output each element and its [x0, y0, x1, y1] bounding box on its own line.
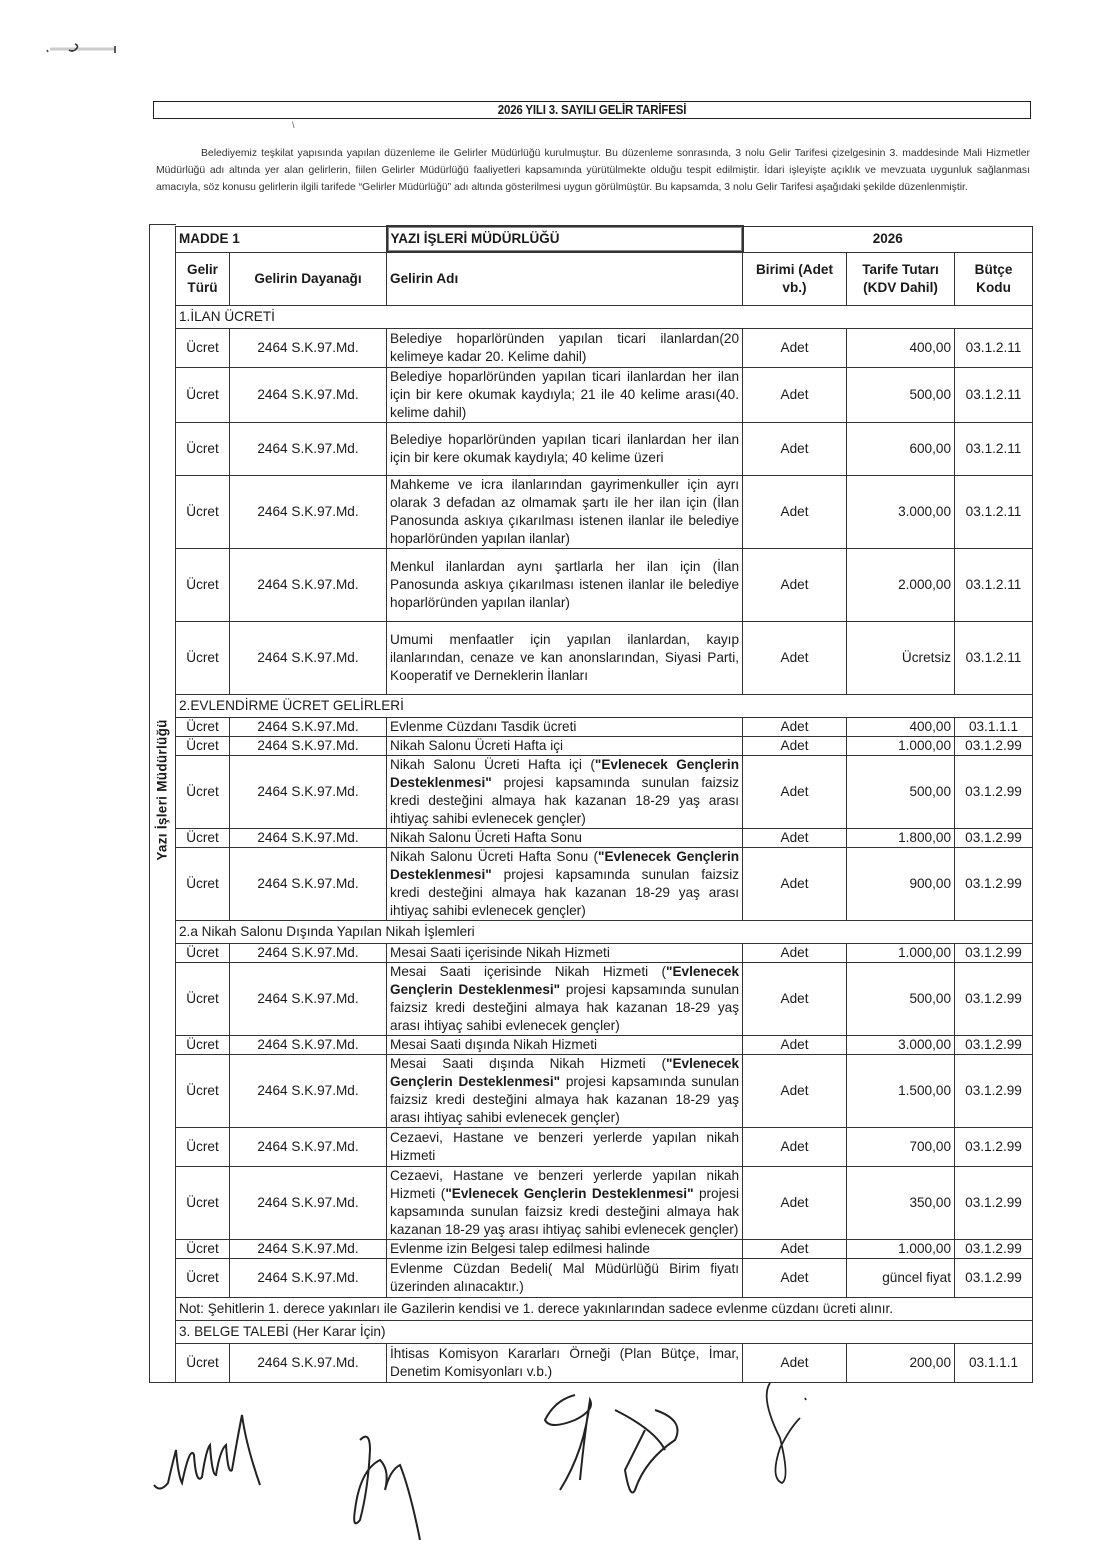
income-type: Ücret — [176, 737, 230, 756]
income-type: Ücret — [176, 1167, 230, 1240]
document-title-box — [153, 101, 1031, 119]
tariff-amount: 1.500,00 — [847, 1055, 955, 1128]
table-row — [176, 1055, 1033, 1128]
income-name: Evlenme izin Belgesi talep edilmesi halinde — [387, 1240, 743, 1259]
table-row — [176, 718, 1033, 737]
table-row — [176, 756, 1033, 829]
side-label-text: Yazı İşleri Müdürlüğü — [154, 719, 170, 861]
table-row — [176, 737, 1033, 756]
unit: Adet — [743, 944, 847, 963]
income-name — [387, 848, 743, 921]
table-row — [176, 1259, 1033, 1298]
header-type: Gelir Türü — [176, 252, 230, 306]
unit: Adet — [743, 622, 847, 695]
unit: Adet — [743, 848, 847, 921]
unit: Adet — [743, 1240, 847, 1259]
income-name-part: Mesai Saati içerisinde Nikah Hizmeti ( — [390, 964, 667, 979]
unit: Adet — [743, 963, 847, 1036]
table-row — [176, 1036, 1033, 1055]
budget-code: 03.1.2.99 — [955, 1128, 1033, 1167]
income-type: Ücret — [176, 1036, 230, 1055]
income-type: Ücret — [176, 622, 230, 695]
income-name: Mesai Saati içerisinde Nikah Hizmeti — [387, 944, 743, 963]
tariff-amount: 900,00 — [847, 848, 955, 921]
income-name-part: projesi kapsamında sunulan faizsiz kredi desteğini almaya hak kazanan 18-29 yaş arası ihtiyaç sahibi evlenecek gençler) — [390, 775, 740, 826]
income-name: Belediye hoparlöründen yapılan ticari ilanlardan(20 kelimeye kadar 20. Kelime dahil) — [387, 329, 743, 368]
tariff-amount: 1.000,00 — [847, 944, 955, 963]
tariff-amount: 2.000,00 — [847, 549, 955, 622]
side-department-label — [150, 700, 174, 880]
section-title: 1.İLAN ÜCRETİ — [176, 306, 1033, 329]
unit: Adet — [743, 756, 847, 829]
tariff-amount: 700,00 — [847, 1128, 955, 1167]
legal-basis: 2464 S.K.97.Md. — [230, 848, 387, 921]
section-title: 2.a Nikah Salonu Dışında Yapılan Nikah İşlemleri — [176, 921, 1033, 944]
project-name-bold: "Evlenecek Gençlerin Desteklenmesi" — [390, 964, 740, 997]
section-header — [176, 921, 1033, 944]
income-name: Nikah Salonu Ücreti Hafta içi — [387, 737, 743, 756]
madde-header-row — [176, 226, 1033, 252]
income-type: Ücret — [176, 549, 230, 622]
table-row — [176, 1167, 1033, 1240]
income-type: Ücret — [176, 476, 230, 549]
budget-code: 03.1.2.99 — [955, 848, 1033, 921]
unit: Adet — [743, 1128, 847, 1167]
legal-basis: 2464 S.K.97.Md. — [230, 756, 387, 829]
income-type: Ücret — [176, 756, 230, 829]
income-type: Ücret — [176, 1344, 230, 1383]
income-name-part: projesi kapsamında sunulan faizsiz kredi desteğini almaya hak kazanan 18-29 yaş arası ihtiyaç sahibi evlenecek gençler) — [390, 1074, 740, 1125]
year-header: 2026 — [743, 226, 1033, 252]
legal-basis: 2464 S.K.97.Md. — [230, 737, 387, 756]
income-name — [387, 963, 743, 1036]
budget-code: 03.1.2.99 — [955, 737, 1033, 756]
budget-code: 03.1.2.11 — [955, 622, 1033, 695]
section-header — [176, 306, 1033, 329]
tariff-amount: 350,00 — [847, 1167, 955, 1240]
signature-1 — [150, 1405, 300, 1500]
unit: Adet — [743, 1259, 847, 1298]
table-row — [176, 622, 1033, 695]
project-name-bold: "Evlenecek Gençlerin Desteklenmesi" — [390, 849, 740, 882]
income-name: Umumi menfaatler için yapılan ilanlardan, kayıp ilanlarından, cenaze ve kan anonslarından, Siyasi Parti, Kooperatif ve Derneklerin İlanları — [387, 622, 743, 695]
legal-basis: 2464 S.K.97.Md. — [230, 1259, 387, 1298]
legal-basis: 2464 S.K.97.Md. — [230, 718, 387, 737]
table-row — [176, 476, 1033, 549]
table-row — [176, 848, 1033, 921]
tariff-amount: 3.000,00 — [847, 1036, 955, 1055]
tariff-amount: 600,00 — [847, 423, 955, 476]
unit: Adet — [743, 476, 847, 549]
header-unit: Birimi (Adet vb.) — [743, 252, 847, 306]
income-type: Ücret — [176, 848, 230, 921]
unit: Adet — [743, 1036, 847, 1055]
legal-basis: 2464 S.K.97.Md. — [230, 368, 387, 423]
section-title: 2.EVLENDİRME ÜCRET GELİRLERİ — [176, 695, 1033, 718]
income-name-part: Nikah Salonu Ücreti Hafta Sonu ( — [390, 849, 599, 864]
table-row — [176, 963, 1033, 1036]
legal-basis: 2464 S.K.97.Md. — [230, 476, 387, 549]
income-type: Ücret — [176, 1128, 230, 1167]
income-name-part: Nikah Salonu Ücreti Hafta içi ( — [390, 757, 595, 772]
income-name — [387, 1055, 743, 1128]
table-row — [176, 1128, 1033, 1167]
signature-2 — [340, 1430, 430, 1540]
income-type: Ücret — [176, 368, 230, 423]
budget-code: 03.1.2.11 — [955, 329, 1033, 368]
unit: Adet — [743, 829, 847, 848]
tariff-amount: 500,00 — [847, 756, 955, 829]
income-name: Belediye hoparlöründen yapılan ticari ilanlardan her ilan için bir kere okumak kaydıyla; 40 kelime üzeri — [387, 423, 743, 476]
tariff-amount: 200,00 — [847, 1344, 955, 1383]
income-type: Ücret — [176, 329, 230, 368]
tariff-amount: 1.000,00 — [847, 737, 955, 756]
budget-code: 03.1.2.99 — [955, 944, 1033, 963]
tariff-amount: 400,00 — [847, 718, 955, 737]
budget-code: 03.1.2.99 — [955, 1055, 1033, 1128]
table-row — [176, 829, 1033, 848]
unit: Adet — [743, 549, 847, 622]
budget-code: 03.1.2.11 — [955, 368, 1033, 423]
tariff-table — [175, 225, 1033, 1383]
legal-basis: 2464 S.K.97.Md. — [230, 622, 387, 695]
project-name-bold: "Evlenecek Gençlerin Desteklenmesi" — [390, 757, 740, 790]
tariff-amount: güncel fiyat — [847, 1259, 955, 1298]
section-header — [176, 695, 1033, 718]
scan-artifact — [45, 40, 120, 54]
income-type: Ücret — [176, 1259, 230, 1298]
income-name: Mesai Saati dışında Nikah Hizmeti — [387, 1036, 743, 1055]
budget-code: 03.1.2.99 — [955, 1036, 1033, 1055]
budget-code: 03.1.2.99 — [955, 756, 1033, 829]
department-name: YAZI İŞLERİ MÜDÜRLÜĞÜ — [387, 226, 743, 252]
income-type: Ücret — [176, 829, 230, 848]
header-code: Bütçe Kodu — [955, 252, 1033, 306]
tariff-amount: 500,00 — [847, 368, 955, 423]
header-amount: Tarife Tutarı (KDV Dahil) — [847, 252, 955, 306]
tariff-amount: Ücretsiz — [847, 622, 955, 695]
unit: Adet — [743, 1055, 847, 1128]
table-row — [176, 549, 1033, 622]
unit: Adet — [743, 1344, 847, 1383]
legal-basis: 2464 S.K.97.Md. — [230, 963, 387, 1036]
madde-label: MADDE 1 — [176, 226, 387, 252]
legal-basis: 2464 S.K.97.Md. — [230, 829, 387, 848]
unit: Adet — [743, 718, 847, 737]
tariff-amount: 500,00 — [847, 963, 955, 1036]
income-name: Evlenme Cüzdanı Tasdik ücreti — [387, 718, 743, 737]
income-type: Ücret — [176, 1055, 230, 1128]
project-name-bold: "Evlenecek Gençlerin Desteklenmesi" — [445, 1186, 694, 1201]
header-basis: Gelirin Dayanağı — [230, 252, 387, 306]
income-name-part: projesi kapsamında sunulan faizsiz kredi desteğini almaya hak kazanan 18-29 yaş arası ihtiyaç sahibi evlenecek gençler) — [390, 1186, 740, 1237]
signature-3 — [535, 1390, 695, 1500]
income-name: Mahkeme ve icra ilanlarından gayrimenkuller için ayrı olarak 3 defadan az olmamak şartı ile her ilan için (İlan Panosunda askıya çıkarılması istenen ilanlar ile belediye hoparlöründen yapılan ilanlar) — [387, 476, 743, 549]
income-type: Ücret — [176, 1240, 230, 1259]
unit: Adet — [743, 329, 847, 368]
income-name: İhtisas Komisyon Kararları Örneği (Plan Bütçe, İmar, Denetim Komisyonları v.b.) — [387, 1344, 743, 1383]
tick-mark: \ — [292, 120, 295, 130]
income-name: Nikah Salonu Ücreti Hafta Sonu — [387, 829, 743, 848]
document-title: 2026 YILI 3. SAYILI GELİR TARİFESİ — [497, 103, 687, 117]
project-name-bold: "Evlenecek Gençlerin Desteklenmesi" — [390, 1056, 740, 1089]
unit: Adet — [743, 1167, 847, 1240]
income-name: Menkul ilanlardan aynı şartlarla her ilan için (İlan Panosunda askıya çıkarılması istenen ilanlar ile belediye hoparlöründen yapılan ilanlar) — [387, 549, 743, 622]
column-header-row — [176, 252, 1033, 306]
income-name-part: projesi kapsamında sunulan faizsiz kredi desteğini almaya hak kazanan 18-29 yaş arası ihtiyaç sahibi evlenecek gençler) — [390, 867, 740, 918]
intro-text: Belediyemiz teşkilat yapısında yapılan düzenleme ile Gelirler Müdürlüğü kurulmuştur. Bu düzenleme sonrasında, 3 nolu Gelir Tarifesi çizelgesinin 3. maddesinde Mali Hizmetler Müdürlüğü adı altında yer alan gelirlerin, fiilen Gelirler Müdürlüğü faaliyetleri kapsamında yürütülmekte olduğu tespit edilmiştir. İdari işleyişte açıklık ve mevzuata uygunluk sağlanması amacıyla, söz konusu gelirlerin ilgili tarifede “Gelirler Müdürlüğü” adı altında gösterilmesi uygun görülmüştür. Bu kapsamda, 3 nolu Gelir Tarifesi aşağıdaki şekilde düzenlenmiştir. — [156, 148, 1030, 194]
income-name: Belediye hoparlöründen yapılan ticari ilanlardan her ilan için bir kere okumak kaydıyla; 21 ile 40 kelime arası(40. kelime dahil) — [387, 368, 743, 423]
legal-basis: 2464 S.K.97.Md. — [230, 1128, 387, 1167]
table-row — [176, 1240, 1033, 1259]
tariff-amount: 3.000,00 — [847, 476, 955, 549]
tariff-amount: 1.800,00 — [847, 829, 955, 848]
legal-basis: 2464 S.K.97.Md. — [230, 329, 387, 368]
legal-basis: 2464 S.K.97.Md. — [230, 1240, 387, 1259]
section-header — [176, 1321, 1033, 1344]
tariff-amount: 1.000,00 — [847, 1240, 955, 1259]
header-name: Gelirin Adı — [387, 252, 743, 306]
intro-paragraph — [156, 145, 1030, 197]
income-name: Evlenme Cüzdan Bedeli( Mal Müdürlüğü Birim fiyatı üzerinden alınacaktır.) — [387, 1259, 743, 1298]
budget-code: 03.1.2.99 — [955, 963, 1033, 1036]
budget-code: 03.1.2.99 — [955, 1167, 1033, 1240]
income-type: Ücret — [176, 944, 230, 963]
income-name-part: Cezaevi, Hastane ve benzeri yerlerde yapılan nikah Hizmeti ( — [390, 1168, 740, 1201]
table-row — [176, 944, 1033, 963]
income-type: Ücret — [176, 963, 230, 1036]
note-text: Not: Şehitlerin 1. derece yakınları ile Gazilerin kendisi ve 1. derece yakınlarından sadece evlenme cüzdanı ücreti alınır. — [176, 1298, 1033, 1321]
unit: Adet — [743, 423, 847, 476]
table-row — [176, 1344, 1033, 1383]
section-title: 3. BELGE TALEBİ (Her Karar İçin) — [176, 1321, 1033, 1344]
legal-basis: 2464 S.K.97.Md. — [230, 1036, 387, 1055]
legal-basis: 2464 S.K.97.Md. — [230, 1344, 387, 1383]
income-name-part: Mesai Saati dışında Nikah Hizmeti ( — [390, 1056, 667, 1071]
budget-code: 03.1.2.11 — [955, 549, 1033, 622]
table-row — [176, 368, 1033, 423]
unit: Adet — [743, 737, 847, 756]
signature-4 — [760, 1378, 820, 1488]
budget-code: 03.1.1.1 — [955, 718, 1033, 737]
table-row — [176, 329, 1033, 368]
tariff-amount: 400,00 — [847, 329, 955, 368]
legal-basis: 2464 S.K.97.Md. — [230, 1055, 387, 1128]
budget-code: 03.1.1.1 — [955, 1344, 1033, 1383]
legal-basis: 2464 S.K.97.Md. — [230, 423, 387, 476]
legal-basis: 2464 S.K.97.Md. — [230, 549, 387, 622]
income-name — [387, 1167, 743, 1240]
unit: Adet — [743, 368, 847, 423]
income-name-part: projesi kapsamında sunulan faizsiz kredi desteğini almaya hak kazanan 18-29 yaş arası ihtiyaç sahibi evlenecek gençler) — [390, 982, 740, 1033]
budget-code: 03.1.2.99 — [955, 1259, 1033, 1298]
table-row — [176, 423, 1033, 476]
income-name: Cezaevi, Hastane ve benzeri yerlerde yapılan nikah Hizmeti — [387, 1128, 743, 1167]
income-type: Ücret — [176, 718, 230, 737]
budget-code: 03.1.2.99 — [955, 1240, 1033, 1259]
income-name — [387, 756, 743, 829]
note-row — [176, 1298, 1033, 1321]
budget-code: 03.1.2.11 — [955, 423, 1033, 476]
budget-code: 03.1.2.11 — [955, 476, 1033, 549]
legal-basis: 2464 S.K.97.Md. — [230, 1167, 387, 1240]
legal-basis: 2464 S.K.97.Md. — [230, 944, 387, 963]
income-type: Ücret — [176, 423, 230, 476]
budget-code: 03.1.2.99 — [955, 829, 1033, 848]
